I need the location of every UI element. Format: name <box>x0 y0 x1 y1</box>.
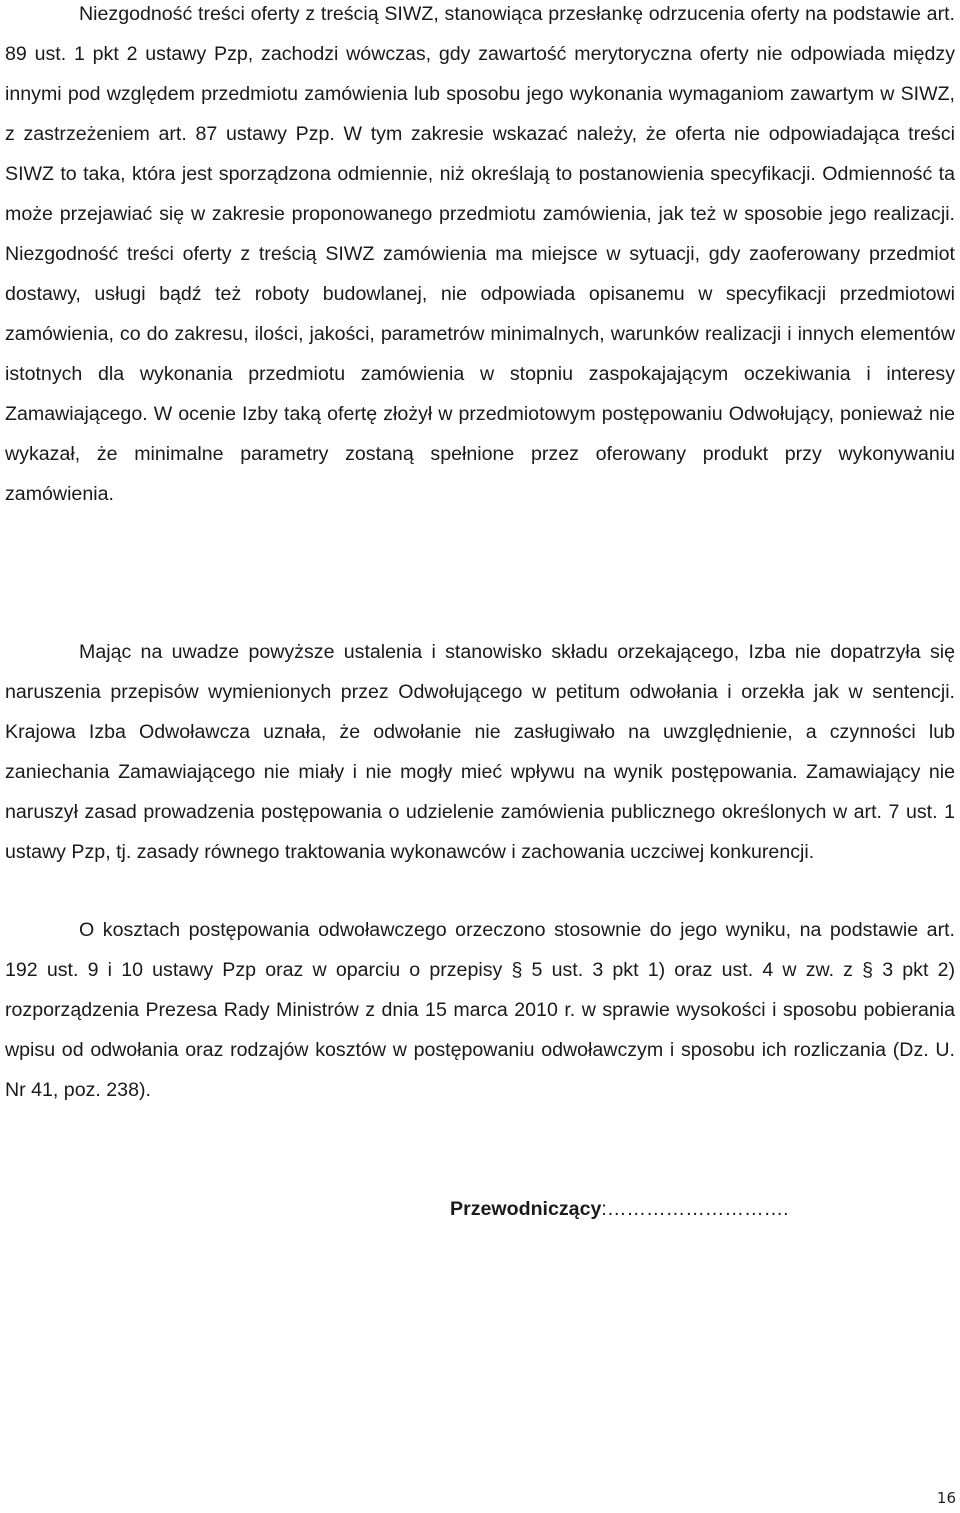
signature-dots: :………………………. <box>601 1198 789 1220</box>
page-number: 16 <box>936 1489 956 1507</box>
signature-label: Przewodniczący <box>450 1198 602 1220</box>
paragraph-offer-nonconformity: Niezgodność treści oferty z treścią SIWZ, stanowiąca przesłankę odrzucenia oferty na podstawie art. 89 ust. 1 pkt 2 ustawy Pzp, zachodzi wówczas, gdy zawartość merytoryczna oferty nie odpowiada między innymi pod względem przedmiotu zamówienia lub sposobu jego wykonania wymaganiom zawartym w SIWZ, z zastrzeżeniem art. 87 ustawy Pzp. W tym zakresie wskazać należy, że oferta nie odpowiadająca treści SIWZ to taka, która jest sporządzona odmiennie, niż określają to postanowienia specyfikacji. Odmienność ta może przejawiać się w zakresie proponowanego przedmiotu zamówienia, jak też w sposobie jego realizacji. Niezgodność treści oferty z treścią SIWZ zamówienia ma miejsce w sytuacji, gdy zaoferowany przedmiot dostawy, usługi bądź też roboty budowlanej, nie odpowiada opisanemu w specyfikacji przedmiotowi zamówienia, co do zakresu, ilości, jakości, parametrów minimalnych, warunków realizacji i innych elementów istotnych dla wykonania przedmiotu zamówienia w stopniu zaspokajającym oczekiwania i interesy Zamawiającego. W ocenie Izby taką ofertę złożył w przedmiotowym postępowaniu Odwołujący, ponieważ nie wykazał, że minimalne parametry zostaną spełnione przez oferowany produkt przy wykonywaniu zamówienia. <box>5 3 955 505</box>
paragraph-chamber-conclusion: Mając na uwadze powyższe ustalenia i stanowisko składu orzekającego, Izba nie dopatrzyła się naruszenia przepisów wymienionych przez Odwołującego w petitum odwołania i orzekła jak w sentencji. Krajowa Izba Odwoławcza uznała, że odwołanie nie zasługiwało na uwzględnienie, a czynności lub zaniechania Zamawiającego nie miały i nie mogły mieć wpływu na wynik postępowania. Zamawiający nie naruszył zasad prowadzenia postępowania o udzielenie zamówienia publicznego określonych w art. 7 ust. 1 ustawy Pzp, tj. zasady równego traktowania wykonawców i zachowania uczciwej konkurencji. <box>5 641 955 863</box>
paragraph-costs: O kosztach postępowania odwoławczego orzeczono stosownie do jego wyniku, na podstawie art. 192 ust. 9 i 10 ustawy Pzp oraz w oparciu o przepisy § 5 ust. 3 pkt 1) oraz ust. 4 w zw. z § 3 pkt 2) rozporządzenia Prezesa Rady Ministrów z dnia 15 marca 2010 r. w sprawie wysokości i sposobu pobierania wpisu od odwołania oraz rodzajów kosztów w postępowaniu odwoławczym i sposobu ich rozliczania (Dz. U. Nr 41, poz. 238). <box>5 919 955 1101</box>
signature-line <box>450 1194 789 1224</box>
